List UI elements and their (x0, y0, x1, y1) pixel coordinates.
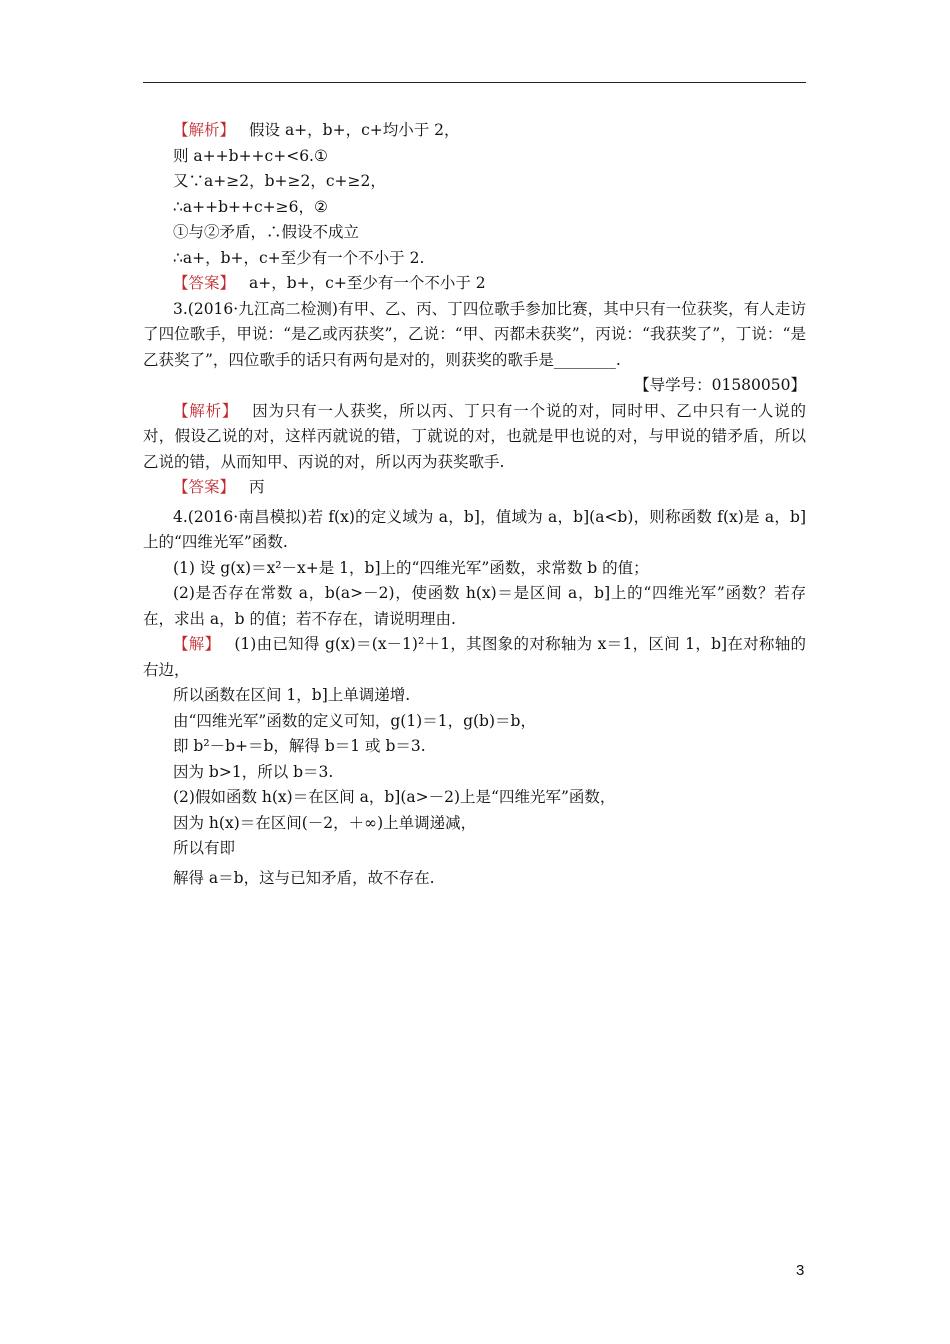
analysis-label: 【解析】 (173, 401, 239, 420)
analysis-paragraph (143, 399, 806, 476)
answer-text: a+，b+，c+至少有一个不小于 2 (249, 274, 486, 292)
text-line: ∴a+，b+，c+至少有一个不小于 2. (173, 248, 425, 267)
text-line: ∴a++b++c+≥6，② (173, 197, 328, 216)
text-line: 解得 a＝b，这与已知矛盾，故不存在. (173, 868, 435, 887)
text-line: 又∵a+≥2，b+≥2，c+≥2， (173, 172, 386, 190)
text-line: (2)假如函数 h(x)＝在区间 a，b](a>－2)上是“四维光军”函数， (173, 788, 616, 806)
answer-text: 丙 (249, 478, 265, 496)
text-line: 则 a++b++c+<6.① (173, 146, 328, 165)
answer-line (143, 475, 806, 501)
analysis-label: 【解析】 (173, 121, 236, 139)
question-4-part-2: (2)是否存在常数 a，b(a>－2)，使函数 h(x)＝是区间 a，b]上的“四维光军”函数？若存在，求出 a，b 的值；若不存在，请说明理由. (143, 584, 806, 628)
text-line: 由“四维光军”函数的定义可知，g(1)＝1，g(b)＝b， (173, 711, 536, 730)
reference-number: 【导学号：01580050】 (634, 376, 806, 394)
text-line: ①与②矛盾，∴假设不成立 (173, 223, 360, 241)
text-line: 即 b²－b+＝b，解得 b＝1 或 b＝3. (173, 737, 426, 755)
answer-label: 【答案】 (173, 274, 236, 292)
page-content (143, 118, 806, 891)
solution-label: 【解】 (173, 635, 221, 653)
solution-text: (1)由已知得 g(x)＝(x－1)²＋1，其图象的对称轴为 x＝1，区间 1，b]在对称轴的右边， (143, 635, 806, 679)
analysis-text: 因为只有一人获奖，所以丙、丁只有一个说的对，同时甲、乙中只有一人说的对，假设乙说的对，这样丙就说的错，丁就说的对，也就是甲也说的对，与甲说的错矛盾，所以乙说的错，从而知甲、丙说的对，所以丙为获奖歌手. (143, 401, 806, 471)
text-line: 所以函数在区间 1，b]上单调递增. (173, 686, 411, 704)
answer-label: 【答案】 (173, 478, 236, 496)
page-number: 3 (796, 1262, 805, 1279)
analysis-line (143, 118, 806, 144)
text-line: 因为 h(x)＝在区间(－2，＋∞)上单调递减， (173, 813, 477, 832)
analysis-text: 假设 a+，b+，c+均小于 2， (249, 121, 460, 139)
text-line: 因为 b>1，所以 b＝3. (173, 762, 334, 781)
question-4: 4.(2016·南昌模拟)若 f(x)的定义域为 a，b]，值域为 a，b](a<b)，则称函数 f(x)是 a，b]上的“四维光军”函数. (143, 507, 806, 551)
question-4-part-1: (1) 设 g(x)＝x²－x+是 1，b]上的“四维光军”函数，求常数 b 的值； (173, 558, 649, 577)
header-rule (143, 82, 806, 83)
question-3: 3.(2016·九江高二检测)有甲、乙、丙、丁四位歌手参加比赛，其中只有一位获奖，有人走访了四位歌手，甲说：“是乙或丙获奖”，乙说：“甲、丙都未获奖”，丙说：“我获奖了”，丁说：“是乙获奖了”，四位歌手的话只有两句是对的，则获奖的歌手是________. (143, 299, 806, 369)
text-line: 所以有即 (173, 839, 236, 857)
solution-paragraph (143, 632, 806, 683)
answer-line (143, 271, 806, 297)
